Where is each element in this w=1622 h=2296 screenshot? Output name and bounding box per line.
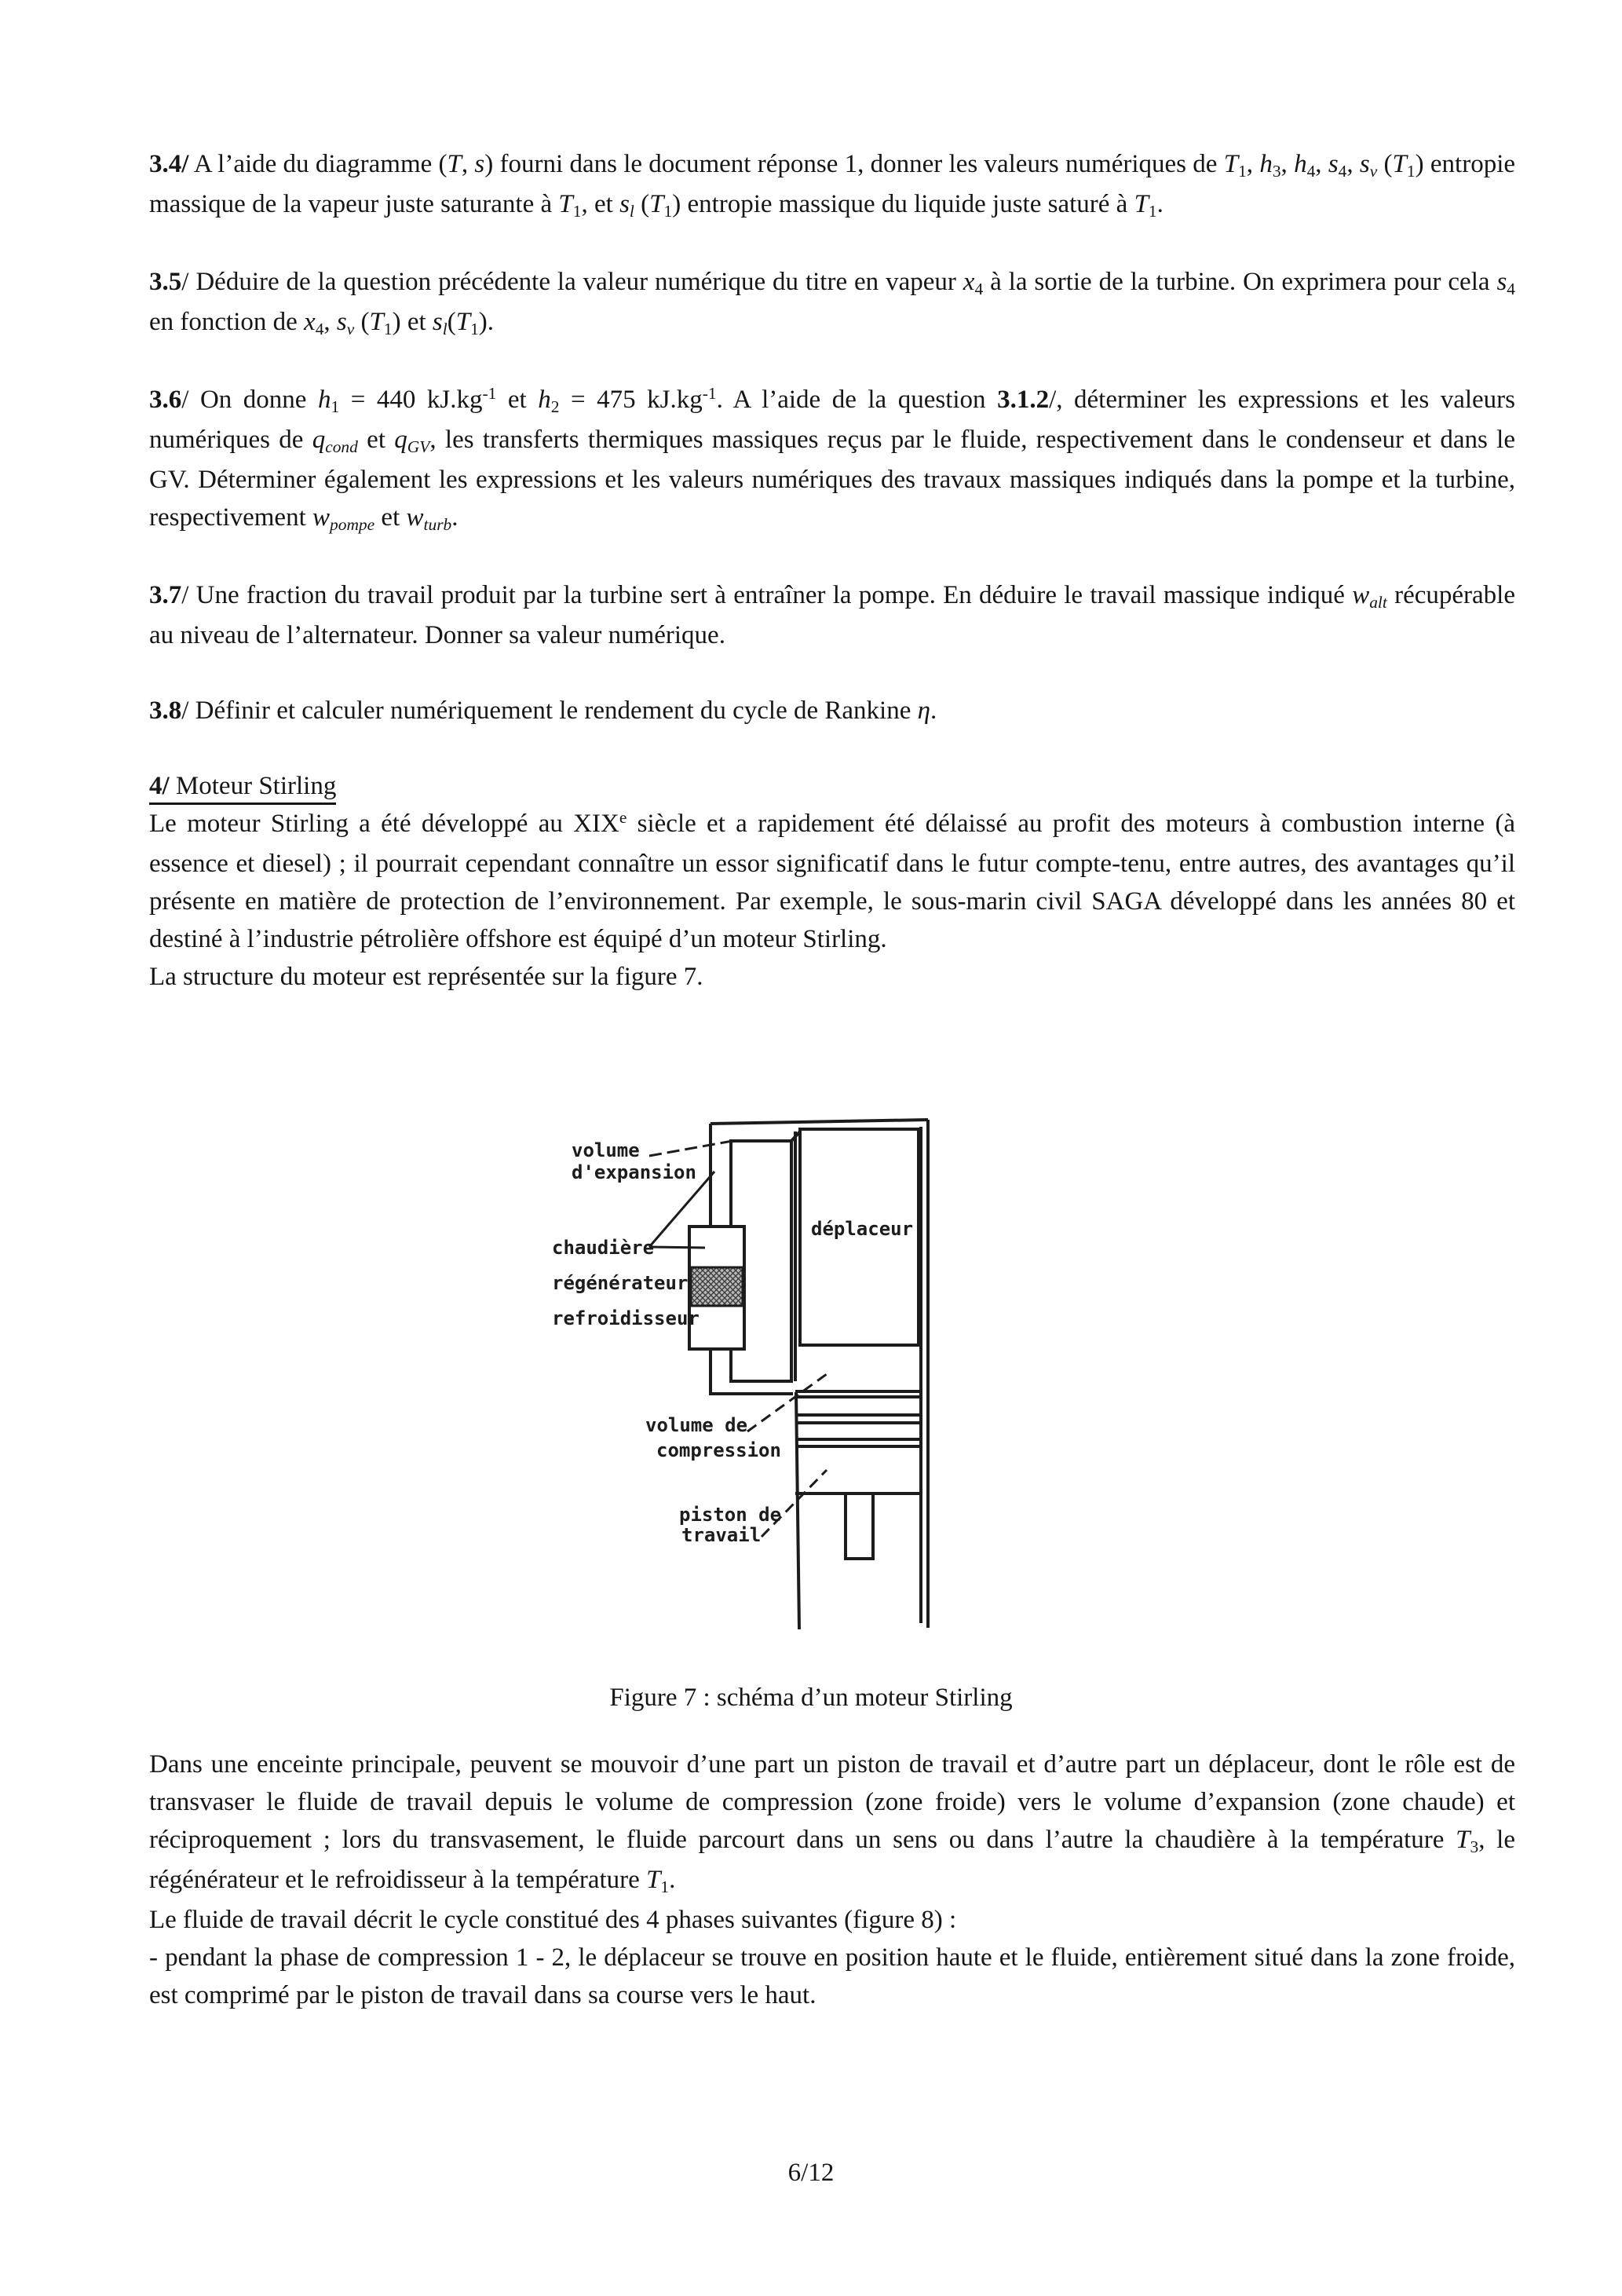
label-chaudiere: chaudière <box>552 1237 655 1259</box>
main-text-block <box>149 145 1515 996</box>
structure-sentence: La structure du moteur est représentée sur la figure 7. <box>149 963 703 991</box>
stirling-engine-schematic <box>510 1111 950 1645</box>
lower-text-block <box>149 1746 1515 2014</box>
question-3-7: 3.7/ Une fraction du travail produit par la turbine sert à entraîner la pompe. En déduire le travail massique indiqué walt récupérable au niveau de l’alternateur. Donner sa valeur numérique. <box>149 581 1515 649</box>
label-deplaceur: déplaceur <box>811 1218 914 1240</box>
section-intro-paragraph: Le moteur Stirling a été développé au XIXe siècle et a rapidement été délaissé au profit des moteurs à combustion interne (à essence et diesel) ; il pourrait cependant connaître un essor significatif dans le futur compte-tenu, entre autres, des avantages qu’il présente en matière de protection de l’environnement. Par exemple, le sous-marin civil SAGA développé dans les années 80 et destiné à l’industrie pétrolière offshore est équipé d’un moteur Stirling. <box>149 808 1516 953</box>
label-volume-compression-line1: volume de <box>645 1414 748 1436</box>
label-volume-expansion-line2: d'expansion <box>572 1161 696 1183</box>
section-heading-text: 4/ Moteur Stirling <box>149 772 336 805</box>
figure-7-caption: Figure 7 : schéma d’un moteur Stirling <box>609 1684 1013 1712</box>
question-3-8: 3.8/ Définir et calculer numériquement le rendement du cycle de Rankine η. <box>149 696 937 725</box>
paragraph-cycle: Le fluide de travail décrit le cycle constitué des 4 phases suivantes (figure 8) : <box>149 1906 957 1934</box>
expansion-volume-pointer-line <box>649 1141 732 1156</box>
label-piston-line1: piston de <box>679 1504 782 1526</box>
label-volume-compression-line2: compression <box>656 1439 781 1461</box>
question-3-5: 3.5/ Déduire de la question précédente la valeur numérique du titre en vapeur x4 à la sortie de la turbine. On exprimera pour cela s4 en fonction de x4, sv (T1) et sl(T1). <box>149 268 1515 338</box>
label-piston-line2: travail <box>681 1524 762 1546</box>
question-3-4: 3.4/ A l’aide du diagramme (T, s) fourni dans le document réponse 1, donner les valeurs numériques de T1, h3, h4, s4, sv (T1) entropie massique de la vapeur juste saturante à T1, et sl (T1) entropie massique du liquide juste saturé à T1. <box>149 150 1516 221</box>
section-heading <box>149 767 1515 805</box>
question-3-6: 3.6/ On donne h1 = 440 $kJ.kg^{-1}$ et h2 = 475 $kJ.kg^{-1}$. A l’aide de la question 3.1.2/, déterminer les expressions et les valeurs numériques de qcond et qGV, les transferts thermiques massiques reçus par le fluide, respectivement dans le condenseur et dans le GV. Déterminer également les expressions et les valeurs numériques des travaux massiques indiqués dans la pompe et la turbine, respectivement wpompe et wturb. <box>149 384 1515 534</box>
label-regenerateur: régénérateur <box>552 1272 689 1294</box>
figure-7-stirling-diagram <box>510 1111 950 1645</box>
chaudiere-pointer-line <box>649 1247 705 1248</box>
paragraph-enceinte: Dans une enceinte principale, peuvent se mouvoir d’une part un piston de travail et d’autre part un déplaceur, dont le rôle est de transvaser le fluide de travail depuis le volume de compression (zone froide) vers le volume d’expansion (zone chaude) et réciproquement ; lors du transvasement, le fluide parcourt dans un sens ou dans l’autre la chaudière à la température T3, le régénérateur et le refroidisseur à la température T1. <box>149 1750 1515 1896</box>
regenerator-hatched-band <box>691 1267 743 1306</box>
label-refroidisseur: refroidisseur <box>552 1307 700 1329</box>
cylinder-top-edge <box>711 1120 928 1124</box>
page-number: 6/12 <box>787 2159 835 2187</box>
paragraph-phase-compression: - pendant la phase de compression 1 - 2, le déplaceur se trouve en position haute et le fluide, entièrement situé dans la zone froide, est comprimé par le piston de travail dans sa course vers le haut. <box>149 1943 1515 2009</box>
piston-rod <box>846 1493 873 1559</box>
cylinder-left-wall-lower <box>796 1392 799 1629</box>
label-volume-expansion-line1: volume <box>572 1139 640 1161</box>
